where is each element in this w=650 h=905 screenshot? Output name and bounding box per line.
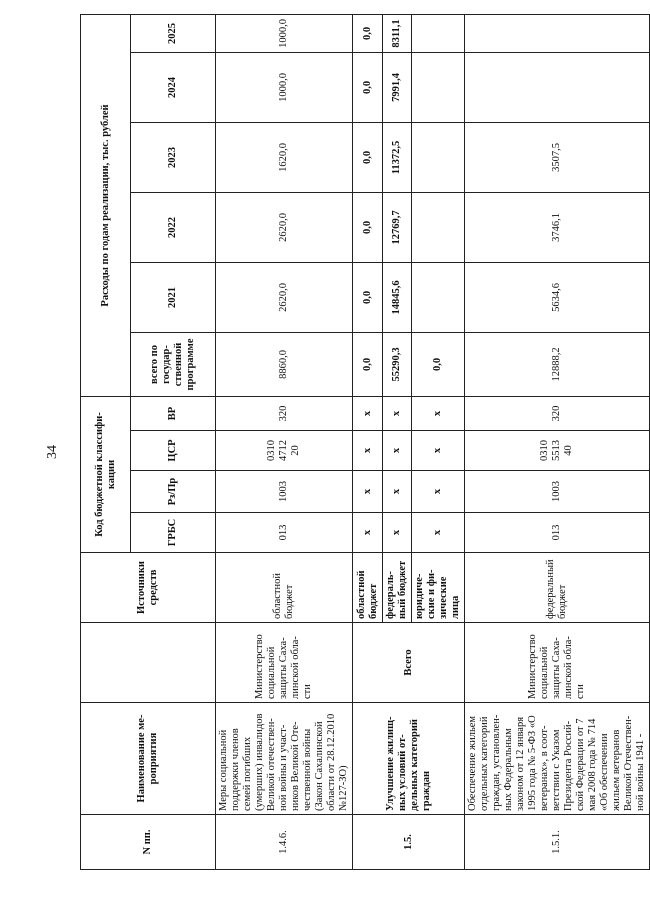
row-1-5-2024: 0,0 (353, 52, 383, 122)
row-1-5-2025: 0,0 (353, 14, 383, 52)
row-1-5-1-2023: 3507,5 (465, 122, 650, 192)
row-1-5-executor: Всего (353, 623, 465, 703)
header-csr: ЦСР (131, 431, 216, 471)
row-1-4-6-num: 1.4.6. (216, 815, 353, 870)
row-1-5-2022: 0,0 (353, 192, 383, 262)
row-1-5-1-name: Обеспечение жильем отдельных категорий граждан, установлен-ных Федеральным законом от 12 января 1995 года № 5-ФЗ «О ветеранах», в соот-ветствии с Указом Президента Россий-ской Федерации от 7 мая 2008 года № 714 «Об обеспечении жильем ветеранов Великой Отечествен-ной войны 1941 - (465, 703, 650, 815)
page-number: 34 (45, 445, 60, 459)
row-1-5-legal-2025 (412, 14, 465, 52)
row-1-5-1-2024 (465, 52, 650, 122)
budget-table (80, 14, 650, 870)
row-1-5-federal-rzpr: x (383, 471, 412, 513)
row-1-5-federal-2025: 8311,1 (383, 14, 412, 52)
row-1-4-6-total: 8860,0 (216, 332, 353, 396)
row-1-5-federal-grbs: x (383, 513, 412, 553)
row-1-5-source-federal: федераль-ный бюджет (383, 553, 412, 623)
header-rzpr: Рз/Пр (131, 471, 216, 513)
header-total: всего по государ-ственной программе (131, 332, 216, 396)
header-source: Источники средств (81, 553, 216, 623)
row-1-4-6-rzpr: 1003 (216, 471, 353, 513)
header-year-2021: 2021 (131, 262, 216, 332)
row-1-4-6-2022: 2620,0 (216, 192, 353, 262)
row-1-5-1-rzpr: 1003 (465, 471, 650, 513)
row-1-5-name: Улучшение жилищ-ных условий от-дельных категорий граждан (353, 703, 465, 815)
row-1-5-federal-vr: x (383, 396, 412, 430)
row-1-4-6-executor: Министерство социальной защиты Саха-линской обла-сти (216, 623, 353, 703)
header-expenses-group: Расходы по годам реализации, тыс. рублей (81, 14, 131, 396)
header-code-group: Код бюджетной классифи-кации (81, 396, 131, 552)
header-vr: ВР (131, 396, 216, 430)
row-1-5-1-csr: 0310 5513 40 (465, 431, 650, 471)
rotated-table-wrapper (80, 15, 646, 870)
row-1-5-legal-2023 (412, 122, 465, 192)
row-1-5-federal-2021: 14845,6 (383, 262, 412, 332)
row-1-5-legal-total: 0,0 (412, 332, 465, 396)
row-1-5-1-grbs: 013 (465, 513, 650, 553)
row-1-4-6-csr: 0310 4712 20 (216, 431, 353, 471)
row-1-5-legal-2022 (412, 192, 465, 262)
row-1-5-rzpr: x (353, 471, 383, 513)
row-1-5-1-num: 1.5.1. (465, 815, 650, 870)
row-1-5-2023: 0,0 (353, 122, 383, 192)
row-1-4-6-2023: 1620,0 (216, 122, 353, 192)
row-1-5-vr: x (353, 396, 383, 430)
row-1-5-csr: x (353, 431, 383, 471)
row-1-4-6-2024: 1000,0 (216, 52, 353, 122)
row-1-5-1-source: федеральный бюджет (465, 553, 650, 623)
row-1-5-1-executor: Министерство социальной защиты Саха-линской обла-сти (465, 623, 650, 703)
row-1-4-6-vr: 320 (216, 396, 353, 430)
row-1-5-federal-csr: x (383, 431, 412, 471)
row-1-5-federal-2023: 11372,5 (383, 122, 412, 192)
header-year-2025: 2025 (131, 14, 216, 52)
header-year-2023: 2023 (131, 122, 216, 192)
row-1-4-6-name: Меры социальной поддержки членов семей погибших (умерших) инвалидов Великой отечествен-ной войны и участ-ников Великой Оте-чественной войны (Закон Сахалинской области от 28.12.2010 №127-ЗО) (216, 703, 353, 815)
row-1-5-federal-2024: 7991,4 (383, 52, 412, 122)
row-1-5-legal-rzpr: x (412, 471, 465, 513)
header-year-2022: 2022 (131, 192, 216, 262)
row-1-5-legal-2024 (412, 52, 465, 122)
header-year-2024: 2024 (131, 52, 216, 122)
row-1-5-legal-2021 (412, 262, 465, 332)
header-executor (81, 623, 216, 703)
header-num: N пп. (81, 815, 216, 870)
row-1-5-2021: 0,0 (353, 262, 383, 332)
row-1-5-legal-vr: x (412, 396, 465, 430)
row-1-5-source-regional: областной бюджет (353, 553, 383, 623)
row-1-5-1-vr: 320 (465, 396, 650, 430)
row-1-5-legal-csr: x (412, 431, 465, 471)
row-1-5-total: 0,0 (353, 332, 383, 396)
row-1-5-1-2025 (465, 14, 650, 52)
row-1-4-6-grbs: 013 (216, 513, 353, 553)
row-1-5-1-2022: 3746,1 (465, 192, 650, 262)
header-grbs: ГРБС (131, 513, 216, 553)
row-1-5-legal-grbs: x (412, 513, 465, 553)
row-1-5-federal-2022: 12769,7 (383, 192, 412, 262)
header-name: Наименование ме-роприятия (81, 703, 216, 815)
row-1-5-federal-total: 55290,3 (383, 332, 412, 396)
row-1-5-num: 1.5. (353, 815, 465, 870)
row-1-4-6-2025: 1000,0 (216, 14, 353, 52)
row-1-5-1-2021: 5634,6 (465, 262, 650, 332)
row-1-4-6-2021: 2620,0 (216, 262, 353, 332)
row-1-4-6-source: областной бюджет (216, 553, 353, 623)
row-1-5-1-total: 12888,2 (465, 332, 650, 396)
row-1-5-grbs: x (353, 513, 383, 553)
row-1-5-source-legal: юридиче-ские и фи-зические лица (412, 553, 465, 623)
